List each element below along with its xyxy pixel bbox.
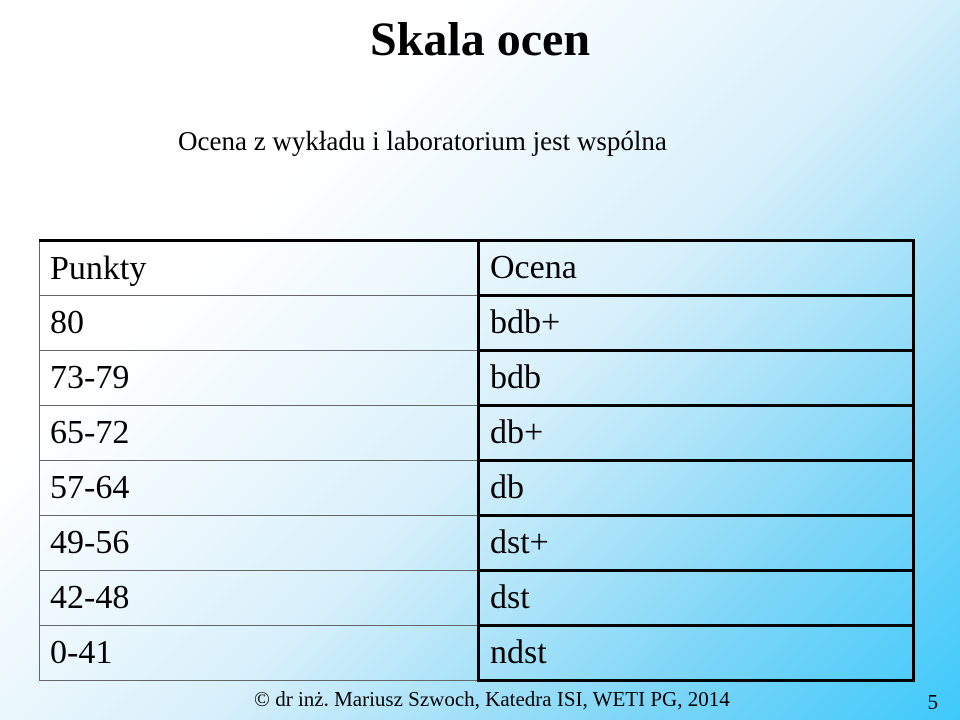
grade-cell: db	[479, 461, 914, 516]
grade-cell: dst	[479, 571, 914, 626]
table-header-row	[40, 241, 914, 296]
grade-cell: ndst	[479, 626, 914, 681]
table-row	[40, 406, 914, 461]
grade-cell: db+	[479, 406, 914, 461]
grade-cell: dst+	[479, 516, 914, 571]
grade-cell: bdb+	[479, 296, 914, 351]
table-row	[40, 461, 914, 516]
points-cell: 57-64	[40, 461, 479, 516]
grade-cell: bdb	[479, 351, 914, 406]
table-row	[40, 296, 914, 351]
table-row	[40, 626, 914, 681]
points-cell: 65-72	[40, 406, 479, 461]
table-row	[40, 516, 914, 571]
grade-scale-table	[39, 239, 915, 682]
points-cell: 80	[40, 296, 479, 351]
header-grade: Ocena	[479, 241, 914, 296]
slide-footer: © dr inż. Mariusz Szwoch, Katedra ISI, WETI PG, 2014	[254, 687, 730, 711]
slide-title: Skala ocen	[369, 13, 591, 66]
points-cell: 49-56	[40, 516, 479, 571]
table-row	[40, 351, 914, 406]
header-points: Punkty	[40, 241, 479, 296]
slide-subtitle: Ocena z wykładu i laboratorium jest wspólna	[178, 126, 667, 156]
points-cell: 42-48	[40, 571, 479, 626]
table-row	[40, 571, 914, 626]
points-cell: 0-41	[40, 626, 479, 681]
points-cell: 73-79	[40, 351, 479, 406]
slide-number: 5	[927, 690, 938, 714]
